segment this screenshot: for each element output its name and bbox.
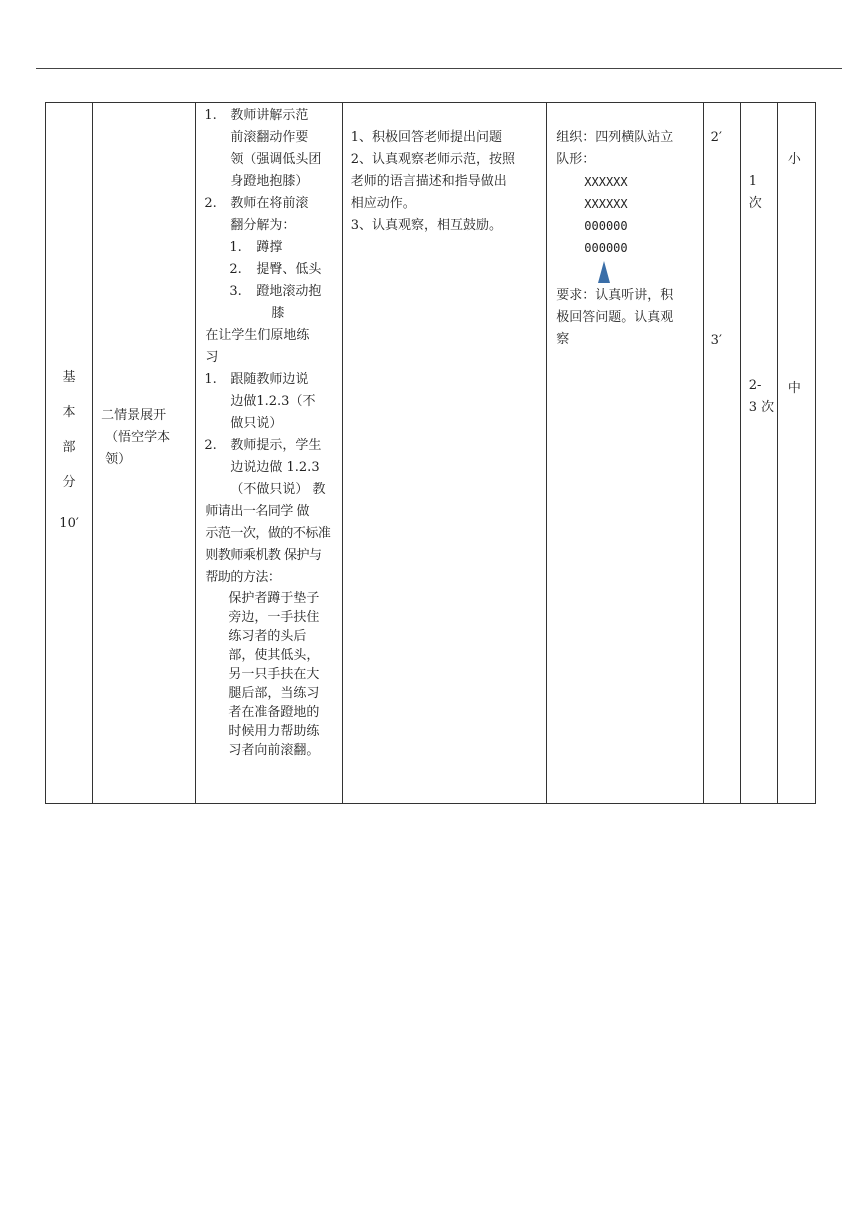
list-number: 2.	[229, 262, 242, 277]
table-row	[46, 103, 816, 804]
teacher-step-3	[196, 369, 341, 435]
teacher-step-4	[196, 435, 341, 501]
demo-paragraph	[196, 501, 341, 589]
text-line: 时候用力帮助练	[228, 724, 320, 739]
text-line: 察	[556, 332, 570, 347]
text-line: 习	[205, 350, 219, 365]
text-line: （不做只说） 教	[230, 482, 326, 497]
section-time: 10′	[59, 516, 79, 531]
reps-value	[749, 171, 762, 215]
formation-row: XXXXXX	[584, 175, 628, 189]
teacher-step-2	[196, 193, 341, 237]
practice-paragraph	[196, 325, 341, 369]
text-line: 3 次	[748, 400, 775, 415]
teacher-step-1	[196, 105, 341, 193]
formation-diagram	[556, 171, 702, 259]
organization-cell	[547, 103, 703, 804]
time-cell	[703, 103, 740, 804]
formation-row: 000000	[584, 219, 628, 233]
text-line: 示范一次，做的不标准	[205, 526, 331, 541]
text-line: 者在准备蹬地的	[228, 705, 320, 720]
student-activity-cell	[342, 103, 547, 804]
teacher-activity-cell	[196, 103, 342, 804]
text-line: 跟随教师边说	[230, 372, 309, 387]
protection-method	[196, 589, 341, 760]
text-line: 练习者的头后	[228, 629, 307, 644]
text-line: 要求：认真听讲，积	[556, 288, 674, 303]
topic-title	[101, 405, 170, 471]
text-line: 领（强调低头团	[230, 152, 322, 167]
text-line: 教师在将前滚	[230, 196, 309, 211]
topic-line: 领）	[105, 452, 132, 467]
topic-line: 二情景展开	[101, 408, 167, 423]
text-line: 极回答问题。认真观	[556, 310, 674, 325]
list-number: 1.	[204, 108, 217, 123]
list-number: 2.	[204, 196, 217, 211]
text-line: 则教师乘机教 保护与	[205, 548, 322, 563]
topic-line: （悟空学本	[105, 430, 171, 445]
text-line: 组织：四列横队站立	[556, 130, 674, 145]
text-line: 做只说）	[230, 416, 283, 431]
text-line: 前滚翻动作要	[230, 130, 309, 145]
text-line: 保护者蹲于垫子	[228, 591, 320, 606]
text-line: 1、积极回答老师提出问题	[350, 130, 503, 145]
reps-cell	[740, 103, 777, 804]
text-line: 1	[748, 174, 758, 189]
formation-row: XXXXXX	[584, 197, 628, 211]
text-line: 提臀、低头	[256, 262, 322, 277]
text-line: 帮助的方法：	[205, 570, 281, 585]
text-line: 教师提示，学生	[230, 438, 322, 453]
sub-step	[196, 281, 341, 325]
text-line: 边做1.2.3（不	[230, 394, 316, 409]
text-line: 膝	[271, 306, 285, 321]
cone-icon	[598, 261, 610, 283]
text-line: 蹲撑	[256, 240, 283, 255]
topic-cell	[93, 103, 196, 804]
section-char: 部	[62, 440, 76, 455]
intensity-value: 小	[787, 152, 801, 167]
list-number: 3.	[229, 284, 242, 299]
time-value: 2′	[710, 130, 722, 145]
text-line: 边说边做 1.2.3	[230, 460, 320, 475]
text-line: 在让学生们原地练	[205, 328, 310, 343]
reps-value	[749, 375, 774, 419]
text-line: 习者向前滚翻。	[228, 743, 320, 758]
text-line: 3、认真观察，相互鼓励。	[350, 218, 503, 233]
text-line: 旁边，一手扶住	[228, 610, 320, 625]
sub-step	[196, 259, 341, 281]
text-line: 队形：	[556, 152, 596, 167]
section-char: 基	[62, 370, 76, 385]
list-number: 1.	[204, 372, 217, 387]
text-line: 翻分解为：	[230, 218, 296, 233]
text-line: 2-	[748, 378, 762, 393]
text-line: 师请出一名同学 做	[205, 504, 310, 519]
text-line: 老师的语言描述和指导做出	[350, 174, 507, 189]
sub-step	[196, 237, 341, 259]
list-number: 2.	[204, 438, 217, 453]
text-line: 教师讲解示范	[230, 108, 309, 123]
text-line: 2、认真观察老师示范，按照	[350, 152, 516, 167]
text-line: 相应动作。	[350, 196, 416, 211]
section-label	[46, 360, 92, 541]
text-line: 部，使其低头，	[228, 648, 320, 663]
section-cell	[46, 103, 93, 804]
section-char: 分	[62, 475, 76, 490]
text-line: 蹬地滚动抱	[256, 284, 322, 299]
intensity-cell	[777, 103, 815, 804]
intensity-value: 中	[787, 381, 801, 396]
text-line: 次	[748, 196, 762, 211]
lesson-plan-table	[45, 102, 816, 804]
text-line: 身蹬地抱膝）	[230, 174, 309, 189]
text-line: 腿后部，当练习	[228, 686, 320, 701]
time-value: 3′	[710, 333, 722, 348]
section-char: 本	[62, 405, 76, 420]
list-number: 1.	[229, 240, 242, 255]
text-line: 另一只手扶在大	[228, 667, 320, 682]
header-rule	[36, 68, 842, 69]
formation-row: 000000	[584, 241, 628, 255]
